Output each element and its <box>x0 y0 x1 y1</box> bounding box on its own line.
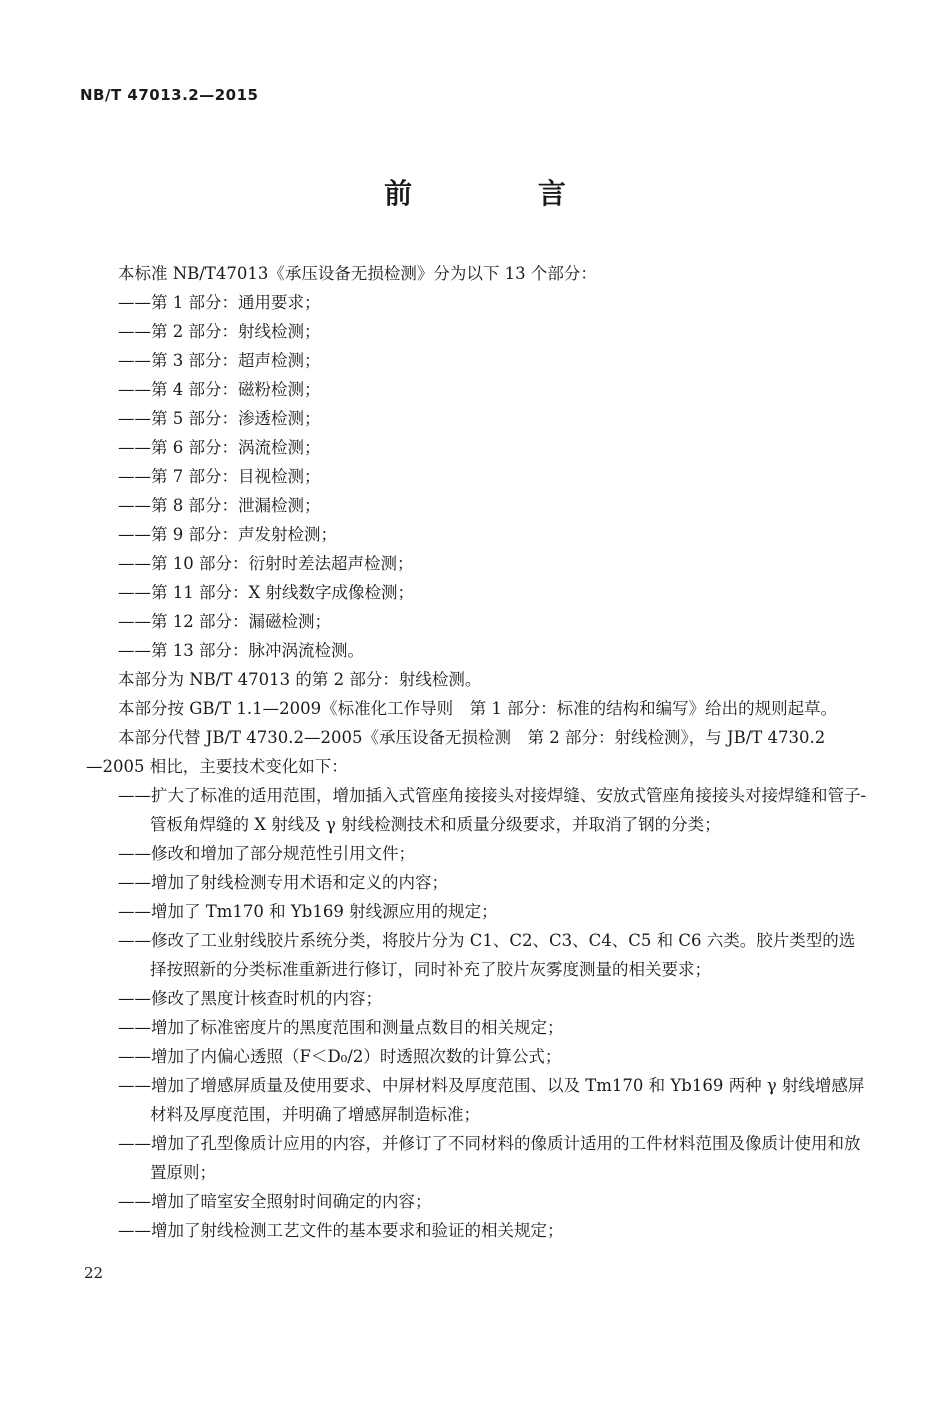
change-item: ——增加了孔型像质计应用的内容，并修订了不同材料的像质计适用的工件材料范围及像质计使用和放置原则； <box>118 1134 861 1182</box>
part-item: ——第 2 部分：射线检测； <box>118 322 321 341</box>
page-title: 前 言 <box>384 177 624 210</box>
change-item: ——修改了工业射线胶片系统分类，将胶片分为 C1、C2、C3、C4、C5 和 C6 六类。胶片类型的选择按照新的分类标准重新进行修订，同时补充了胶片灰雾度测量的相关要求； <box>118 931 856 979</box>
statement-replace-line2: —2005 相比，主要技术变化如下： <box>86 757 348 776</box>
part-item: ——第 7 部分：目视检测； <box>118 467 321 486</box>
part-item: ——第 1 部分：通用要求； <box>118 293 321 312</box>
change-item: ——修改和增加了部分规范性引用文件； <box>118 844 415 863</box>
part-item: ——第 6 部分：涡流检测； <box>118 438 321 457</box>
part-item: ——第 4 部分：磁粉检测； <box>118 380 321 399</box>
part-item: ——第 12 部分：漏磁检测； <box>118 612 331 631</box>
page-number: 22 <box>84 1264 104 1282</box>
change-item: ——增加了增感屏质量及使用要求、中屏材料及厚度范围、以及 Tm170 和 Yb169 两种 γ 射线增感屏材料及厚度范围，并明确了增感屏制造标准； <box>118 1076 865 1124</box>
change-item: ——增加了标准密度片的黑度范围和测量点数目的相关规定； <box>118 1018 564 1037</box>
statement-part: 本部分为 NB/T 47013 的第 2 部分：射线检测。 <box>118 670 482 689</box>
change-item: ——增加了 Tm170 和 Yb169 射线源应用的规定； <box>118 902 498 921</box>
part-item: ——第 13 部分：脉冲涡流检测。 <box>118 641 364 660</box>
part-item: ——第 8 部分：泄漏检测； <box>118 496 321 515</box>
part-item: ——第 9 部分：声发射检测； <box>118 525 337 544</box>
foreword-body <box>86 259 870 1245</box>
change-item: ——扩大了标准的适用范围，增加插入式管座角接接头对接焊缝、安放式管座角接接头对接焊缝和管子-管板角焊缝的 X 射线及 γ 射线检测技术和质量分级要求，并取消了钢的分类； <box>118 786 867 834</box>
part-item: ——第 10 部分：衍射时差法超声检测； <box>118 554 414 573</box>
change-item: ——增加了内偏心透照（F＜D₀/2）时透照次数的计算公式； <box>118 1047 562 1066</box>
document-code: NB/T 47013.2—2015 <box>80 86 259 104</box>
part-item: ——第 11 部分：X 射线数字成像检测； <box>118 583 414 602</box>
change-item: ——增加了暗室安全照射时间确定的内容； <box>118 1192 432 1211</box>
statement-replace-line1: 本部分代替 JB/T 4730.2—2005《承压设备无损检测 第 2 部分：射线检测》，与 JB/T 4730.2 <box>118 728 826 747</box>
change-item: ——增加了射线检测工艺文件的基本要求和验证的相关规定； <box>118 1221 564 1240</box>
statement-rules: 本部分按 GB/T 1.1—2009《标准化工作导则 第 1 部分：标准的结构和编写》给出的规则起草。 <box>118 699 838 718</box>
part-item: ——第 3 部分：超声检测； <box>118 351 321 370</box>
change-item: ——修改了黑度计核查时机的内容； <box>118 989 382 1008</box>
intro-paragraph: 本标准 NB/T47013《承压设备无损检测》分为以下 13 个部分： <box>118 264 597 283</box>
part-item: ——第 5 部分：渗透检测； <box>118 409 321 428</box>
change-item: ——增加了射线检测专用术语和定义的内容； <box>118 873 448 892</box>
